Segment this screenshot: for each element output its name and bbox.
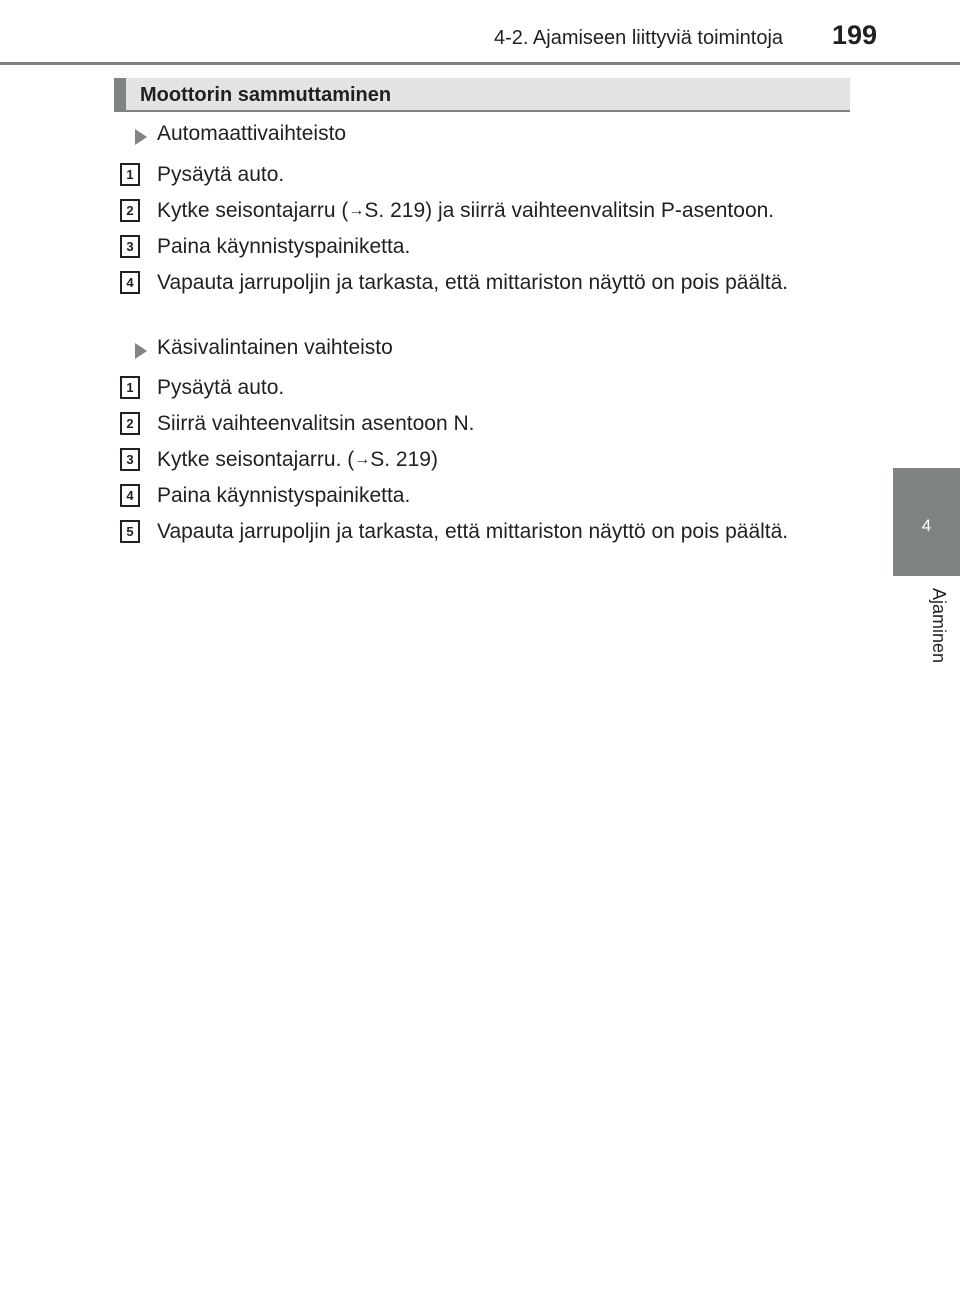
arrow-right-icon: → xyxy=(354,451,371,468)
header-divider xyxy=(0,62,960,65)
step-text: Pysäytä auto. xyxy=(157,376,285,399)
step-number-badge: 4 xyxy=(120,271,140,294)
running-header-section: 4-2. Ajamiseen liittyviä toimintoja xyxy=(494,27,784,49)
step-number-badge: 2 xyxy=(120,199,140,222)
subheading-manual: Käsivalintainen vaihteisto xyxy=(0,336,960,366)
step-text: Vapauta jarrupoljin ja tarkasta, että mittariston näyttö on pois päältä. xyxy=(157,271,789,294)
step-text: Paina käynnistyspainiketta. xyxy=(157,235,411,258)
subheading-automatic: Automaattivaihteisto xyxy=(0,122,960,152)
step-number-badge: 1 xyxy=(120,163,140,186)
chapter-title: Ajaminen xyxy=(929,588,949,664)
step-number-badge: 5 xyxy=(120,520,140,543)
triangle-bullet-icon xyxy=(135,129,147,145)
section-title-bar xyxy=(114,78,850,112)
triangle-bullet-icon xyxy=(135,343,147,359)
step-text: Paina käynnistyspainiketta. xyxy=(157,484,411,507)
section-title: Moottorin sammuttaminen xyxy=(140,84,392,106)
step-text: Vapauta jarrupoljin ja tarkasta, että mittariston näyttö on pois päältä. xyxy=(157,520,789,543)
step-text: Siirrä vaihteenvalitsin asentoon N. xyxy=(157,412,475,435)
chapter-tab xyxy=(893,468,960,576)
step-number-badge: 3 xyxy=(120,448,140,471)
step-number-badge: 1 xyxy=(120,376,140,399)
step-text: Kytke seisontajarru. (→S. 219) xyxy=(157,448,438,471)
step-text: Pysäytä auto. xyxy=(157,163,285,186)
step-number-badge: 3 xyxy=(120,235,140,258)
arrow-right-icon: → xyxy=(348,202,365,219)
page-number: 199 xyxy=(832,20,878,50)
step-text: Kytke seisontajarru (→S. 219) ja siirrä vaihteenvalitsin P-asentoon. xyxy=(157,199,775,222)
step-number-badge: 2 xyxy=(120,412,140,435)
chapter-number: 4 xyxy=(921,516,932,535)
step-number-badge: 4 xyxy=(120,484,140,507)
